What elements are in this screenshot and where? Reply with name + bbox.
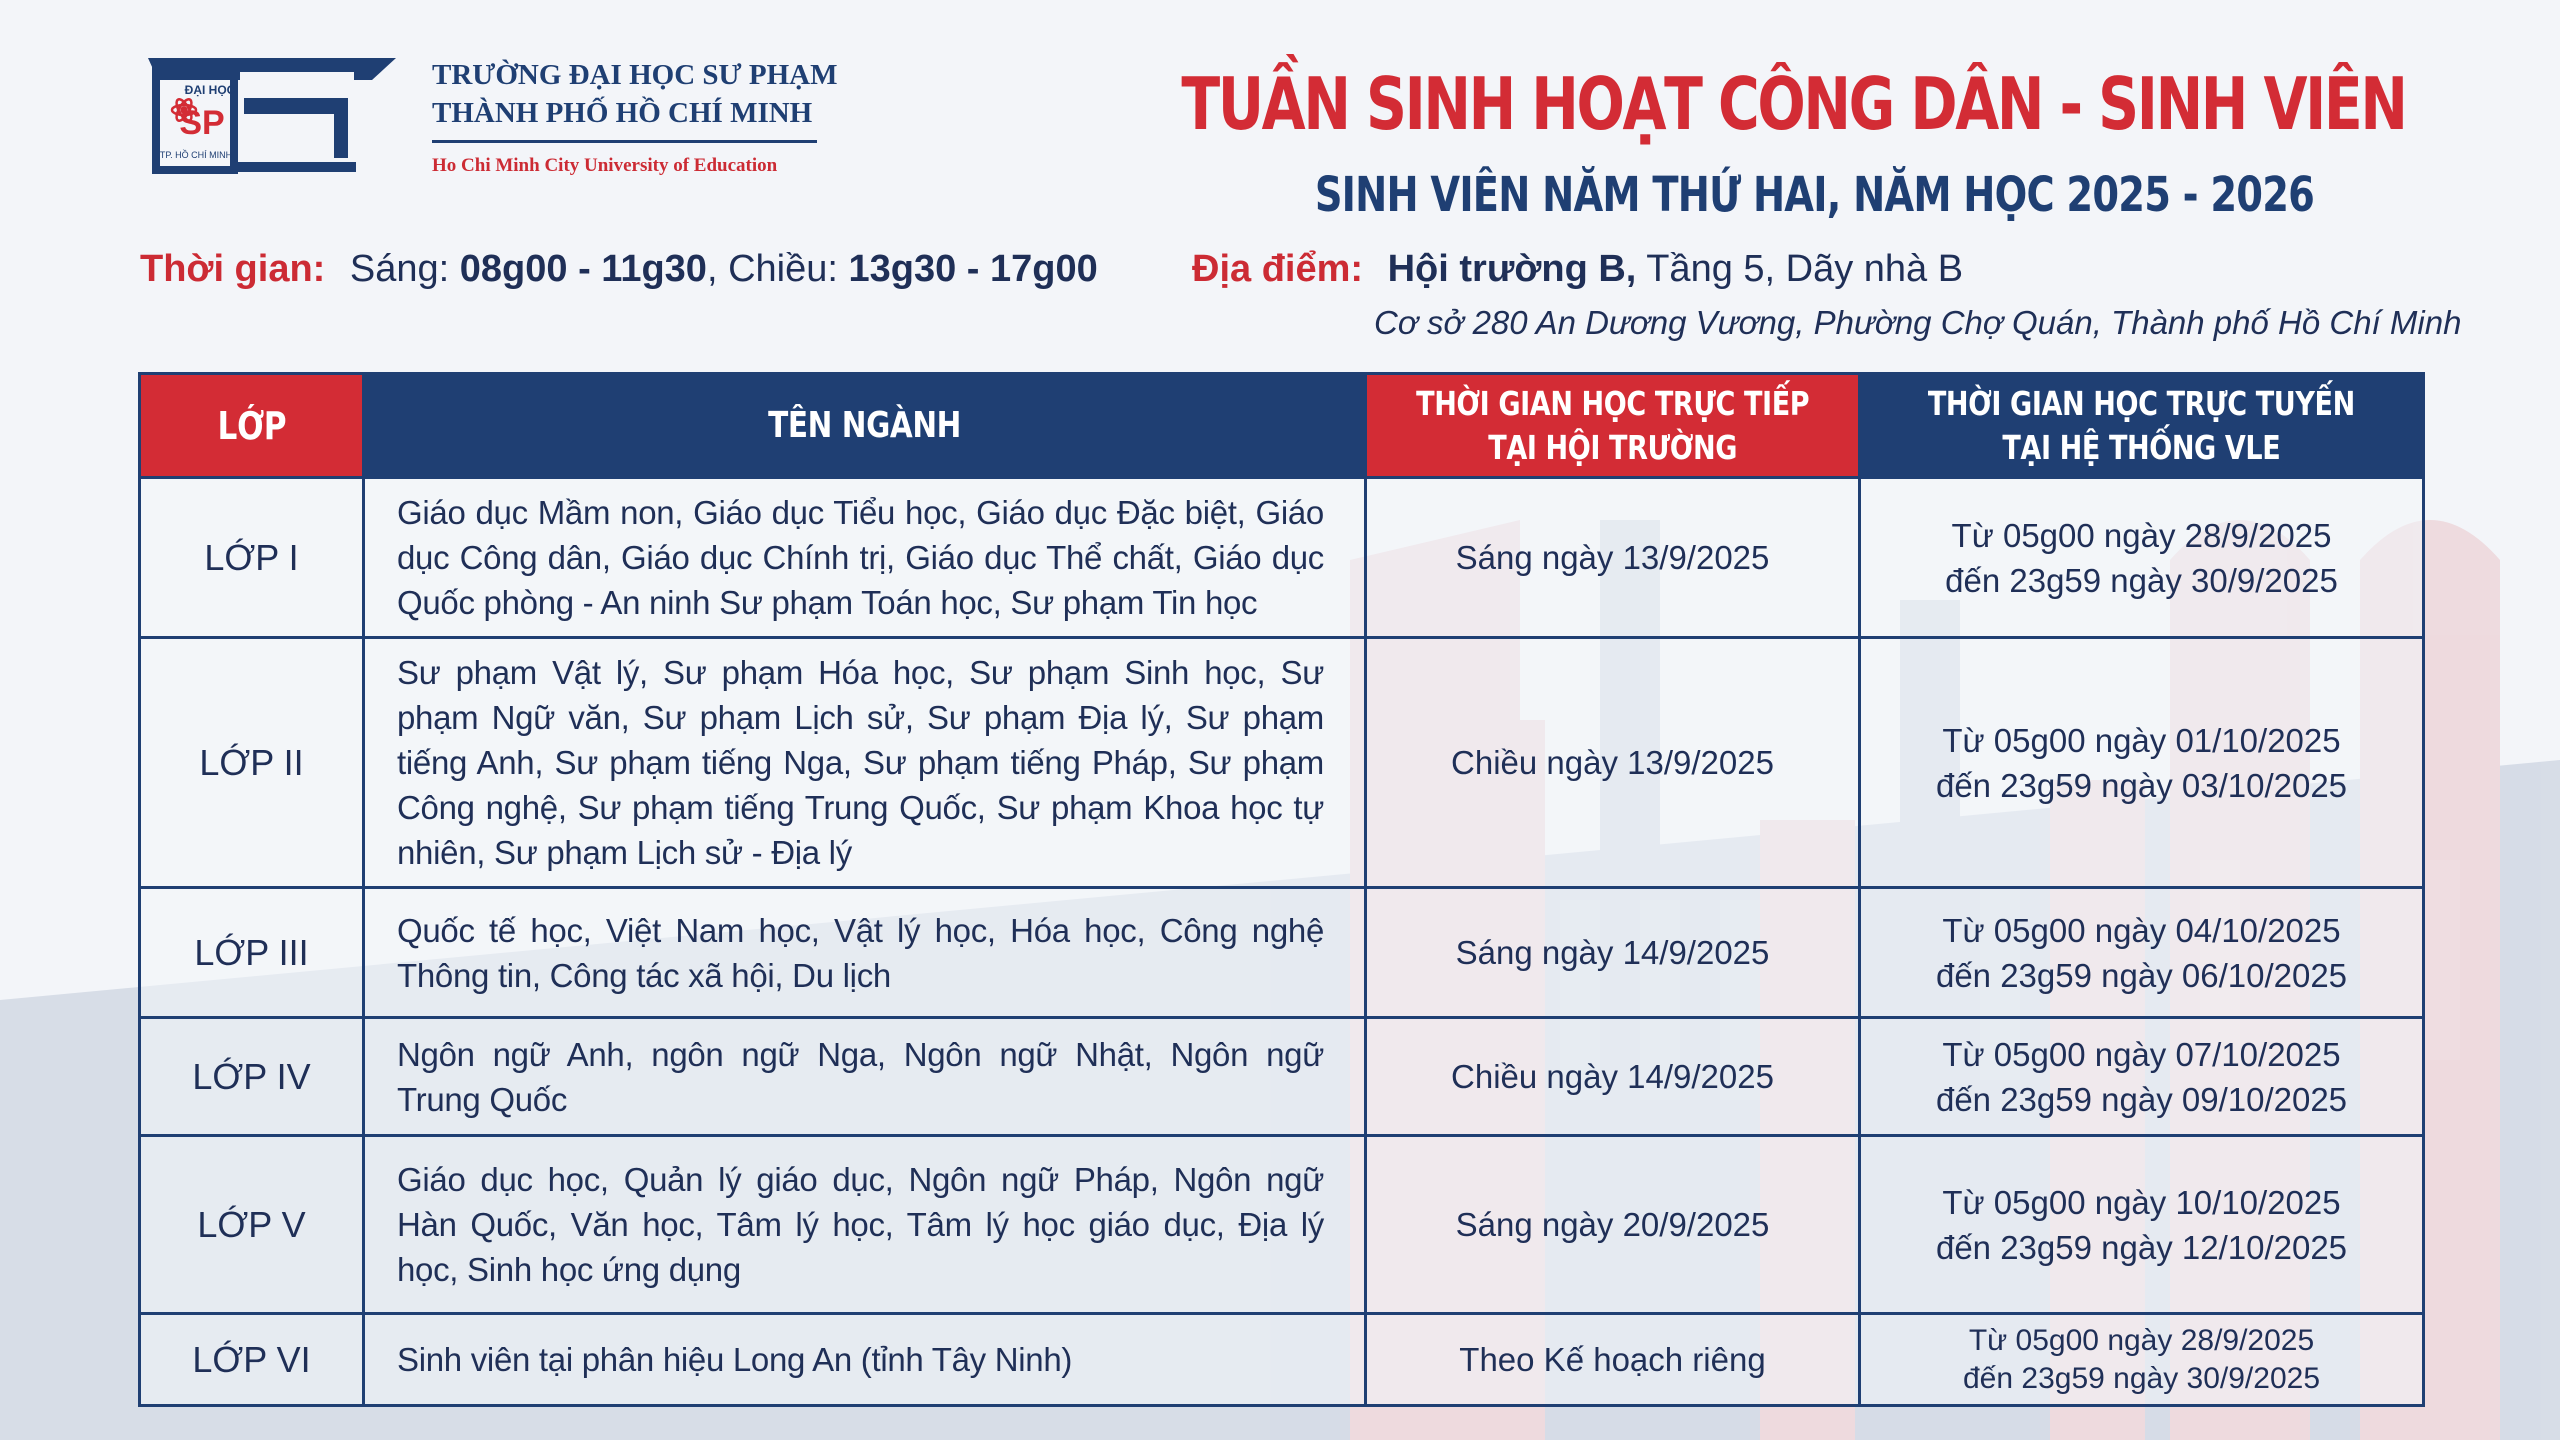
online-to: đến 23g59 ngày 12/10/2025	[1935, 1228, 2348, 1266]
schedule-table	[138, 372, 2425, 1407]
row-majors: Giáo dục học, Quản lý giáo dục, Ngôn ngữ Pháp, Ngôn ngữ Hàn Quốc, Văn học, Tâm lý học, Tâm lý học giáo dục, Địa lý học, Sinh học ứng dụng	[364, 1136, 1366, 1314]
table-header-row	[140, 374, 2424, 478]
row-online-time	[1860, 1136, 2424, 1314]
online-from: Từ 05g00 ngày 28/9/2025	[1968, 1323, 2315, 1357]
page-subtitle: SINH VIÊN NĂM THỨ HAI, NĂM HỌC 2025 - 2026	[1314, 167, 2314, 223]
row-majors: Sinh viên tại phân hiệu Long An (tỉnh Tây Ninh)	[364, 1314, 1366, 1406]
place-info	[1192, 248, 1963, 291]
place-hall: Hội trường B,	[1387, 248, 1637, 290]
row-online-time	[1860, 1314, 2424, 1406]
row-class: LỚP V	[140, 1136, 364, 1314]
logo-top-text: ĐẠI HỌC	[184, 83, 236, 97]
row-live-time: Chiều ngày 13/9/2025	[1366, 638, 1860, 888]
time-info: Thời gian: Sáng: 08g00 - 11g30, Chiều: 13g30 - 17g00	[140, 248, 1098, 290]
school-name-english: Ho Chi Minh City University of Education	[432, 155, 778, 176]
time-label: Thời gian:	[140, 248, 326, 290]
online-to: đến 23g59 ngày 06/10/2025	[1935, 956, 2348, 994]
afternoon-value: 13g30 - 17g00	[848, 248, 1098, 290]
page-title: TUẦN SINH HOẠT CÔNG DÂN - SINH VIÊN	[1181, 62, 2406, 146]
row-live-time: Theo Kế hoạch riêng	[1366, 1314, 1860, 1406]
row-live-time: Sáng ngày 13/9/2025	[1366, 478, 1860, 638]
header-majors: TÊN NGÀNH	[364, 374, 1366, 478]
online-from: Từ 05g00 ngày 01/10/2025	[1942, 721, 2341, 759]
online-from: Từ 05g00 ngày 04/10/2025	[1942, 911, 2341, 949]
row-live-time: Sáng ngày 20/9/2025	[1366, 1136, 1860, 1314]
row-online-time	[1860, 888, 2424, 1018]
row-class: LỚP VI	[140, 1314, 364, 1406]
table-row	[140, 1136, 2424, 1314]
online-from: Từ 05g00 ngày 10/10/2025	[1942, 1183, 2341, 1221]
table-row	[140, 638, 2424, 888]
school-name-line1: TRƯỜNG ĐẠI HỌC SƯ PHẠM	[432, 59, 838, 91]
row-class: LỚP IV	[140, 1018, 364, 1136]
row-class: LỚP II	[140, 638, 364, 888]
place-rest: Tầng 5, Dãy nhà B	[1646, 248, 1964, 290]
table-row	[140, 888, 2424, 1018]
online-to: đến 23g59 ngày 30/9/2025	[1945, 561, 2338, 599]
online-to: đến 23g59 ngày 30/9/2025	[1963, 1361, 2320, 1395]
row-class: LỚP I	[140, 478, 364, 638]
school-name-line2: THÀNH PHỐ HỒ CHÍ MINH	[432, 97, 813, 129]
row-majors: Sư phạm Vật lý, Sư phạm Hóa học, Sư phạm Sinh học, Sư phạm Ngữ văn, Sư phạm Lịch sử, Sư phạm Địa lý, Sư phạm tiếng Anh, Sư phạm tiếng Nga, Sư phạm tiếng Pháp, Sư phạm Công nghệ, Sư phạm tiếng Trung Quốc, Sư phạm Khoa học tự nhiên, Sư phạm Lịch sử - Địa lý	[364, 638, 1366, 888]
logo-main-text: SP	[179, 104, 225, 142]
place-address: Cơ sở 280 An Dương Vương, Phường Chợ Quán, Thành phố Hồ Chí Minh	[1374, 304, 2462, 341]
row-live-time: Sáng ngày 14/9/2025	[1366, 888, 1860, 1018]
row-class: LỚP III	[140, 888, 364, 1018]
morning-label: Sáng:	[349, 248, 450, 290]
table-row	[140, 1018, 2424, 1136]
row-online-time	[1860, 1018, 2424, 1136]
row-majors: Ngôn ngữ Anh, ngôn ngữ Nga, Ngôn ngữ Nhật, Ngôn ngữ Trung Quốc	[364, 1018, 1366, 1136]
header-live-time: THỜI GIAN HỌC TRỰC TIẾP TẠI HỘI TRƯỜNG	[1366, 374, 1860, 478]
online-from: Từ 05g00 ngày 28/9/2025	[1951, 516, 2332, 554]
afternoon-label: Chiều:	[728, 248, 838, 290]
row-majors: Giáo dục Mầm non, Giáo dục Tiểu học, Giáo dục Đặc biệt, Giáo dục Công dân, Giáo dục Chính trị, Giáo dục Thể chất, Giáo dục Quốc phòng - An ninh Sư phạm Toán học, Sư phạm Tin học	[364, 478, 1366, 638]
online-to: đến 23g59 ngày 09/10/2025	[1935, 1080, 2348, 1118]
header-class: LỚP	[140, 374, 364, 478]
row-online-time	[1860, 478, 2424, 638]
online-from: Từ 05g00 ngày 07/10/2025	[1942, 1035, 2341, 1073]
table-row	[140, 478, 2424, 638]
place-label: Địa điểm:	[1192, 248, 1364, 290]
university-logo	[148, 58, 396, 182]
online-to: đến 23g59 ngày 03/10/2025	[1935, 766, 2348, 804]
row-majors: Quốc tế học, Việt Nam học, Vật lý học, Hóa học, Công nghệ Thông tin, Công tác xã hội, Du lịch	[364, 888, 1366, 1018]
header-online-time: THỜI GIAN HỌC TRỰC TUYẾN TẠI HỆ THỐNG VLE	[1860, 374, 2424, 478]
morning-value: 08g00 - 11g30	[459, 248, 707, 290]
table-row	[140, 1314, 2424, 1406]
row-live-time: Chiều ngày 14/9/2025	[1366, 1018, 1860, 1136]
row-online-time	[1860, 638, 2424, 888]
school-name-block	[432, 56, 837, 177]
school-name-divider	[432, 140, 817, 143]
logo-bottom-text: TP. HỒ CHÍ MINH	[159, 150, 233, 160]
